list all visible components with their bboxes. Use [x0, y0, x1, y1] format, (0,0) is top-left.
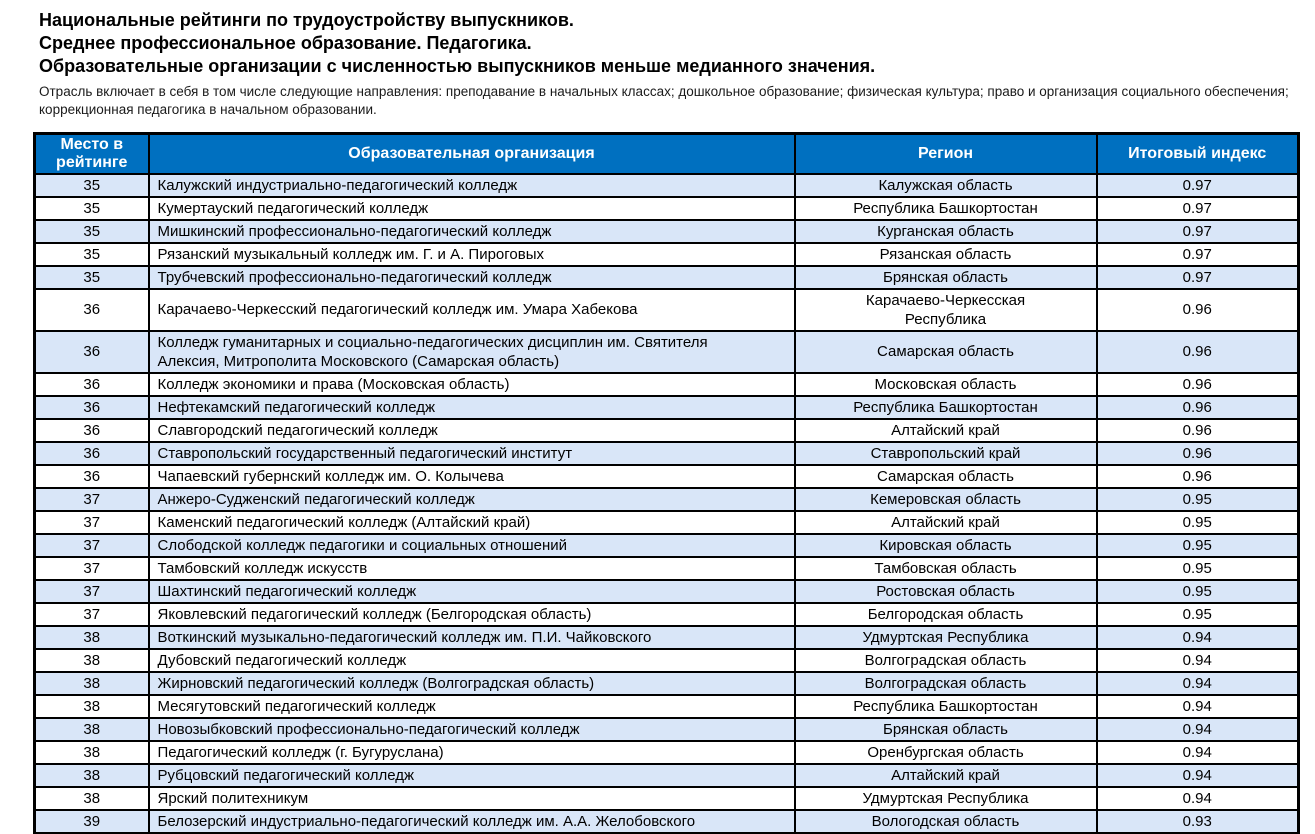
- rank-cell: 36: [35, 373, 149, 396]
- ranking-table: [33, 132, 1300, 834]
- index-cell: 0.93: [1097, 810, 1299, 834]
- ranking-table-header: [35, 134, 1299, 174]
- table-row: [35, 672, 1299, 695]
- index-cell: 0.96: [1097, 331, 1299, 373]
- index-cell: 0.96: [1097, 419, 1299, 442]
- table-row: [35, 741, 1299, 764]
- index-cell: 0.95: [1097, 603, 1299, 626]
- table-row: [35, 266, 1299, 289]
- region-cell: Белгородская область: [795, 603, 1097, 626]
- index-cell: 0.94: [1097, 649, 1299, 672]
- organization-cell: Тамбовский колледж искусств: [149, 557, 795, 580]
- region-cell: Калужская область: [795, 174, 1097, 197]
- column-header-organization: Образовательная организация: [149, 134, 795, 174]
- rank-cell: 35: [35, 174, 149, 197]
- rank-cell: 37: [35, 580, 149, 603]
- organization-cell: Дубовский педагогический колледж: [149, 649, 795, 672]
- rank-cell: 37: [35, 488, 149, 511]
- index-cell: 0.97: [1097, 266, 1299, 289]
- region-cell: Волгоградская область: [795, 672, 1097, 695]
- rank-cell: 38: [35, 718, 149, 741]
- region-cell: Алтайский край: [795, 764, 1097, 787]
- rank-cell: 38: [35, 764, 149, 787]
- index-cell: 0.96: [1097, 442, 1299, 465]
- rank-cell: 36: [35, 289, 149, 331]
- table-row: [35, 488, 1299, 511]
- organization-cell: Нефтекамский педагогический колледж: [149, 396, 795, 419]
- header-row: [35, 134, 1299, 174]
- rank-cell: 35: [35, 220, 149, 243]
- region-cell: Брянская область: [795, 266, 1097, 289]
- region-cell: Алтайский край: [795, 419, 1097, 442]
- table-row: [35, 289, 1299, 331]
- table-row: [35, 603, 1299, 626]
- organization-cell: Яковлевский педагогический колледж (Белгородская область): [149, 603, 795, 626]
- organization-cell: Калужский индустриально-педагогический колледж: [149, 174, 795, 197]
- index-cell: 0.97: [1097, 220, 1299, 243]
- organization-cell: Чапаевский губернский колледж им. О. Колычева: [149, 465, 795, 488]
- column-header-region: Регион: [795, 134, 1097, 174]
- region-cell: Брянская область: [795, 718, 1097, 741]
- table-row: [35, 649, 1299, 672]
- region-cell: Кемеровская область: [795, 488, 1097, 511]
- table-row: [35, 580, 1299, 603]
- table-row: [35, 695, 1299, 718]
- rank-cell: 38: [35, 741, 149, 764]
- index-cell: 0.97: [1097, 243, 1299, 266]
- index-cell: 0.94: [1097, 741, 1299, 764]
- rank-cell: 39: [35, 810, 149, 834]
- organization-cell: Анжеро-Судженский педагогический колледж: [149, 488, 795, 511]
- organization-cell: Слободской колледж педагогики и социальных отношений: [149, 534, 795, 557]
- index-cell: 0.95: [1097, 557, 1299, 580]
- organization-cell: Кумертауский педагогический колледж: [149, 197, 795, 220]
- table-row: [35, 787, 1299, 810]
- region-cell: Удмуртская Республика: [795, 626, 1097, 649]
- rank-cell: 38: [35, 787, 149, 810]
- region-cell: Республика Башкортостан: [795, 197, 1097, 220]
- index-cell: 0.94: [1097, 672, 1299, 695]
- index-cell: 0.96: [1097, 465, 1299, 488]
- organization-cell: Жирновский педагогический колледж (Волгоградская область): [149, 672, 795, 695]
- index-cell: 0.95: [1097, 534, 1299, 557]
- region-cell: Тамбовская область: [795, 557, 1097, 580]
- region-cell: Московская область: [795, 373, 1097, 396]
- rank-cell: 35: [35, 266, 149, 289]
- organization-cell: Рязанский музыкальный колледж им. Г. и А. Пироговых: [149, 243, 795, 266]
- page-title-line-1: Национальные рейтинги по трудоустройству выпускников.: [39, 10, 574, 30]
- organization-cell: Белозерский индустриально-педагогический колледж им. А.А. Желобовского: [149, 810, 795, 834]
- region-cell: Ставропольский край: [795, 442, 1097, 465]
- region-cell: Самарская область: [795, 331, 1097, 373]
- index-cell: 0.95: [1097, 488, 1299, 511]
- organization-cell: Ставропольский государственный педагогический институт: [149, 442, 795, 465]
- rank-cell: 38: [35, 649, 149, 672]
- index-cell: 0.96: [1097, 396, 1299, 419]
- rank-cell: 36: [35, 465, 149, 488]
- rank-cell: 37: [35, 534, 149, 557]
- table-row: [35, 396, 1299, 419]
- organization-cell: Воткинский музыкально-педагогический колледж им. П.И. Чайковского: [149, 626, 795, 649]
- table-row: [35, 465, 1299, 488]
- region-cell: Республика Башкортостан: [795, 695, 1097, 718]
- region-cell: Республика Башкортостан: [795, 396, 1097, 419]
- column-header-index: Итоговый индекс: [1097, 134, 1299, 174]
- table-row: [35, 442, 1299, 465]
- table-row: [35, 220, 1299, 243]
- ranking-table-body: [35, 174, 1299, 834]
- index-cell: 0.95: [1097, 511, 1299, 534]
- rank-cell: 37: [35, 603, 149, 626]
- index-cell: 0.97: [1097, 174, 1299, 197]
- index-cell: 0.94: [1097, 764, 1299, 787]
- table-row: [35, 419, 1299, 442]
- index-cell: 0.96: [1097, 289, 1299, 331]
- rank-cell: 36: [35, 442, 149, 465]
- table-row: [35, 511, 1299, 534]
- table-row: [35, 243, 1299, 266]
- index-cell: 0.97: [1097, 197, 1299, 220]
- region-cell: Кировская область: [795, 534, 1097, 557]
- region-cell: Ростовская область: [795, 580, 1097, 603]
- table-row: [35, 626, 1299, 649]
- index-cell: 0.94: [1097, 626, 1299, 649]
- region-cell: Вологодская область: [795, 810, 1097, 834]
- rank-cell: 37: [35, 511, 149, 534]
- rank-cell: 36: [35, 419, 149, 442]
- organization-cell: Каменский педагогический колледж (Алтайский край): [149, 511, 795, 534]
- industry-note: Отрасль включает в себя в том числе следующие направления: преподавание в начальных классах; дошкольное образование; физическая культура; право и организация социального обеспечения; коррекционная педагогика в начальном образовании.: [39, 84, 1289, 117]
- region-cell: Рязанская область: [795, 243, 1097, 266]
- table-row: [35, 557, 1299, 580]
- report-title-block: [39, 9, 1308, 78]
- column-header-rank: Место в рейтинге: [35, 134, 149, 174]
- organization-cell: Ярский политехникум: [149, 787, 795, 810]
- region-cell: Карачаево-Черкесская Республика: [795, 289, 1097, 331]
- table-row: [35, 331, 1299, 373]
- region-cell: Волгоградская область: [795, 649, 1097, 672]
- index-cell: 0.94: [1097, 718, 1299, 741]
- index-cell: 0.94: [1097, 787, 1299, 810]
- index-cell: 0.95: [1097, 580, 1299, 603]
- index-cell: 0.96: [1097, 373, 1299, 396]
- table-row: [35, 810, 1299, 834]
- rank-cell: 35: [35, 243, 149, 266]
- rank-cell: 36: [35, 331, 149, 373]
- organization-cell: Месягутовский педагогический колледж: [149, 695, 795, 718]
- organization-cell: Новозыбковский профессионально-педагогический колледж: [149, 718, 795, 741]
- organization-cell: Шахтинский педагогический колледж: [149, 580, 795, 603]
- table-row: [35, 718, 1299, 741]
- table-row: [35, 534, 1299, 557]
- organization-cell: Колледж экономики и права (Московская область): [149, 373, 795, 396]
- region-cell: Курганская область: [795, 220, 1097, 243]
- organization-cell: Трубчевский профессионально-педагогический колледж: [149, 266, 795, 289]
- rank-cell: 38: [35, 626, 149, 649]
- region-cell: Оренбургская область: [795, 741, 1097, 764]
- page-title-line-2: Среднее профессиональное образование. Педагогика.: [39, 33, 532, 53]
- rank-cell: 36: [35, 396, 149, 419]
- organization-cell: Педагогический колледж (г. Бугуруслана): [149, 741, 795, 764]
- organization-cell: Славгородский педагогический колледж: [149, 419, 795, 442]
- region-cell: Алтайский край: [795, 511, 1097, 534]
- index-cell: 0.94: [1097, 695, 1299, 718]
- organization-cell: Колледж гуманитарных и социально-педагогических дисциплин им. Святителя Алексия, Митрополита Московского (Самарская область): [149, 331, 795, 373]
- table-row: [35, 764, 1299, 787]
- rank-cell: 38: [35, 672, 149, 695]
- table-row: [35, 197, 1299, 220]
- page-title-line-3: Образовательные организации с численностью выпускников меньше медианного значения.: [39, 56, 876, 76]
- rank-cell: 35: [35, 197, 149, 220]
- table-row: [35, 174, 1299, 197]
- rank-cell: 38: [35, 695, 149, 718]
- region-cell: Самарская область: [795, 465, 1097, 488]
- organization-cell: Карачаево-Черкесский педагогический колледж им. Умара Хабекова: [149, 289, 795, 331]
- table-row: [35, 373, 1299, 396]
- region-cell: Удмуртская Республика: [795, 787, 1097, 810]
- organization-cell: Мишкинский профессионально-педагогический колледж: [149, 220, 795, 243]
- rank-cell: 37: [35, 557, 149, 580]
- organization-cell: Рубцовский педагогический колледж: [149, 764, 795, 787]
